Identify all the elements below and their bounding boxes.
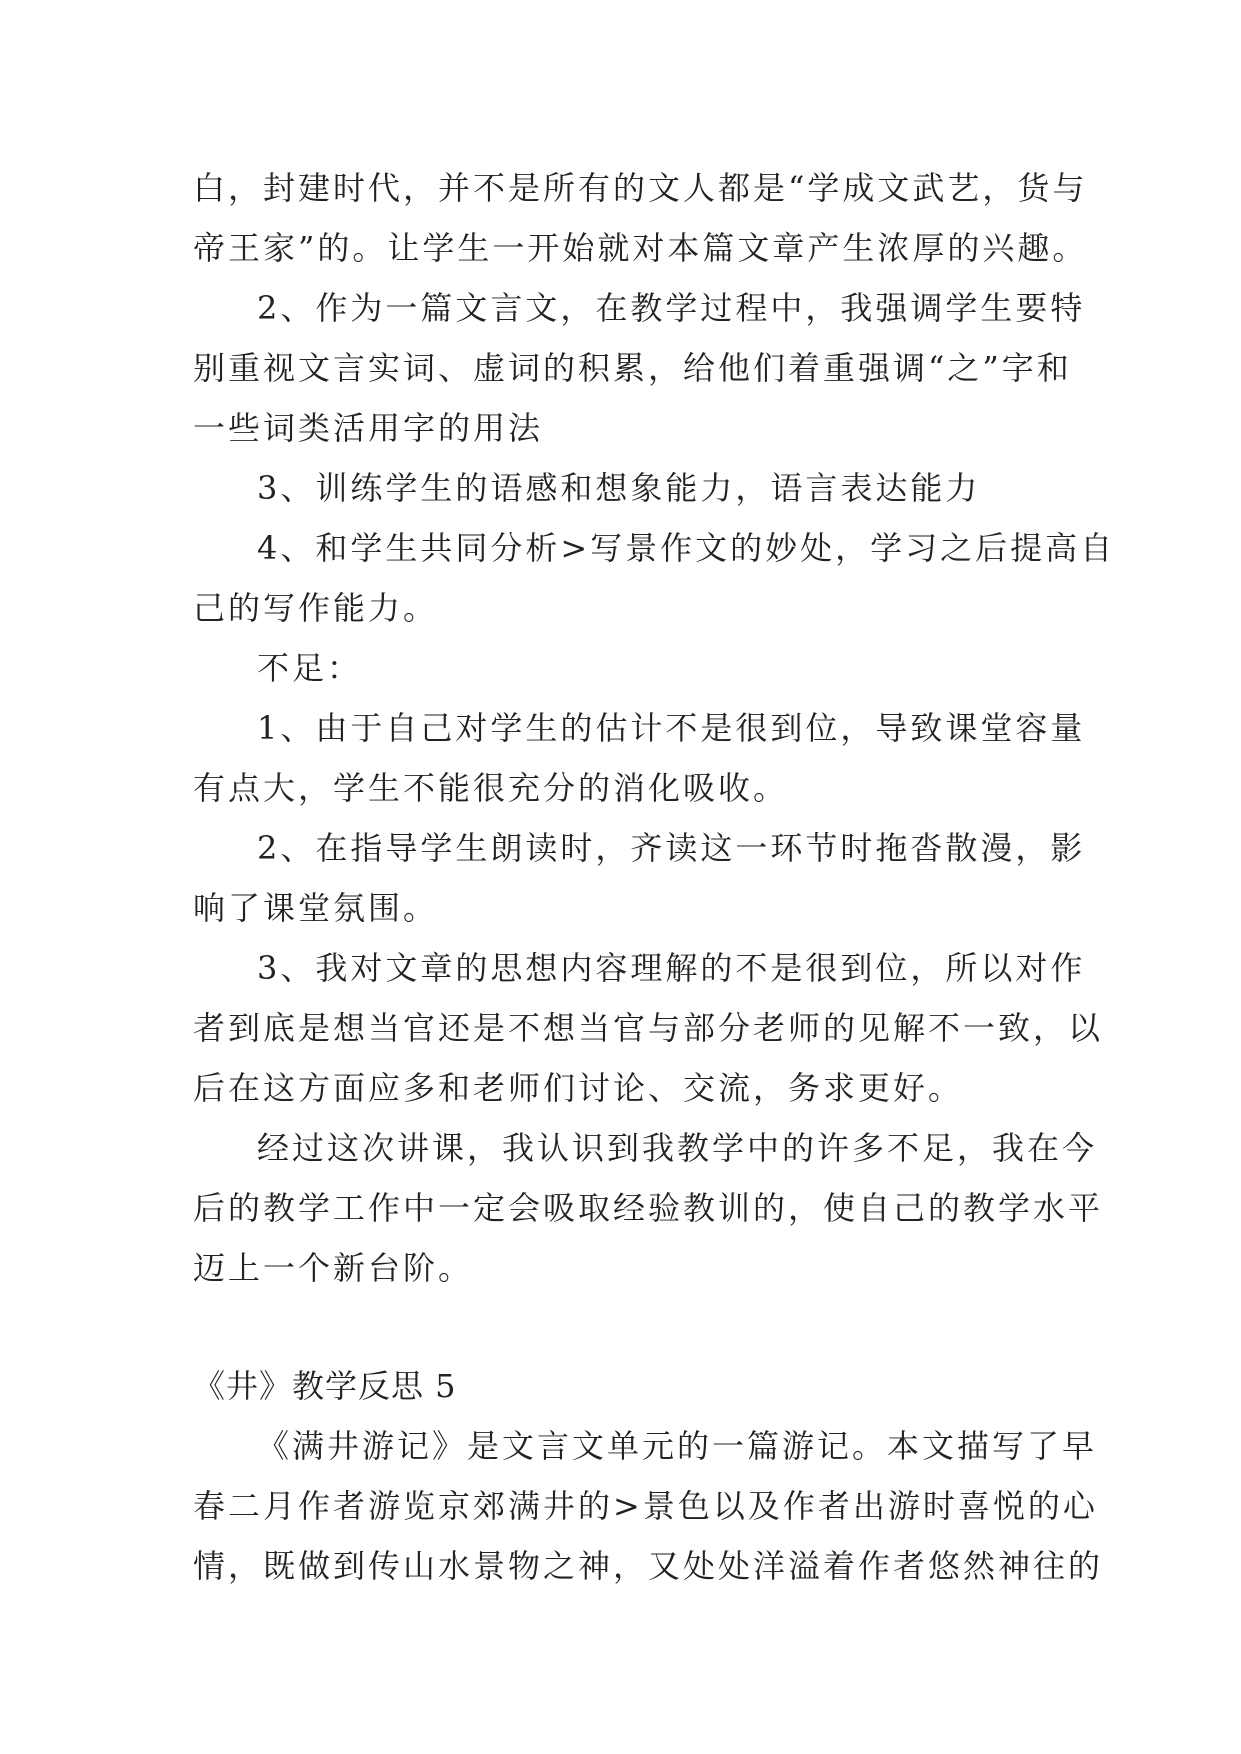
paragraph-line: 1、由于自己对学生的估计不是很到位，导致课堂容量 [257, 709, 1086, 747]
paragraph-line: 3、我对文章的思想内容理解的不是很到位，所以对作 [257, 949, 1086, 987]
paragraph-line: 者到底是想当官还是不想当官与部分老师的见解不一致，以 [193, 1009, 1104, 1047]
paragraph-line: 有点大，学生不能很充分的消化吸收。 [193, 769, 789, 807]
document-body [193, 158, 1116, 1596]
paragraph-line: 经过这次讲课，我认识到我教学中的许多不足，我在今 [257, 1129, 1098, 1167]
paragraph-line: 3、训练学生的语感和想象能力，语言表达能力 [257, 469, 981, 507]
paragraph-line: 2、作为一篇文言文，在教学过程中，我强调学生要特 [257, 289, 1086, 327]
paragraph-line: 己的写作能力。 [193, 589, 439, 627]
paragraph-line: 响了课堂氛围。 [193, 889, 439, 927]
paragraph-line: 2、在指导学生朗读时，齐读这一环节时拖沓散漫，影 [257, 829, 1086, 867]
paragraph-line: 4、和学生共同分析>写景作文的妙处，学习之后提高自 [257, 529, 1116, 567]
paragraph-line: 迈上一个新台阶。 [193, 1249, 474, 1287]
section-heading: 《井》教学反思 5 [193, 1367, 457, 1405]
paragraph-line: 不足： [257, 649, 363, 687]
paragraph-line: 白，封建时代，并不是所有的文人都是“学成文武艺，货与 [193, 169, 1088, 207]
section-spacer [193, 1298, 1073, 1356]
paragraph-line: 帝王家”的。让学生一开始就对本篇文章产生浓厚的兴趣。 [193, 229, 1088, 267]
paragraph-line: 后的教学工作中一定会吸取经验教训的，使自己的教学水平 [193, 1189, 1104, 1227]
paragraph-line: 一些词类活用字的用法 [193, 409, 544, 447]
paragraph-line: 《满井游记》是文言文单元的一篇游记。本文描写了早 [257, 1427, 1098, 1465]
paragraph-line: 情，既做到传山水景物之神，又处处洋溢着作者悠然神往的 [193, 1547, 1104, 1585]
paragraph-line: 后在这方面应多和老师们讨论、交流，务求更好。 [193, 1069, 964, 1107]
paragraph-line: 春二月作者游览京郊满井的>景色以及作者出游时喜悦的心 [193, 1487, 1098, 1525]
paragraph-line: 别重视文言实词、虚词的积累，给他们着重强调“之”字和 [193, 349, 1072, 387]
